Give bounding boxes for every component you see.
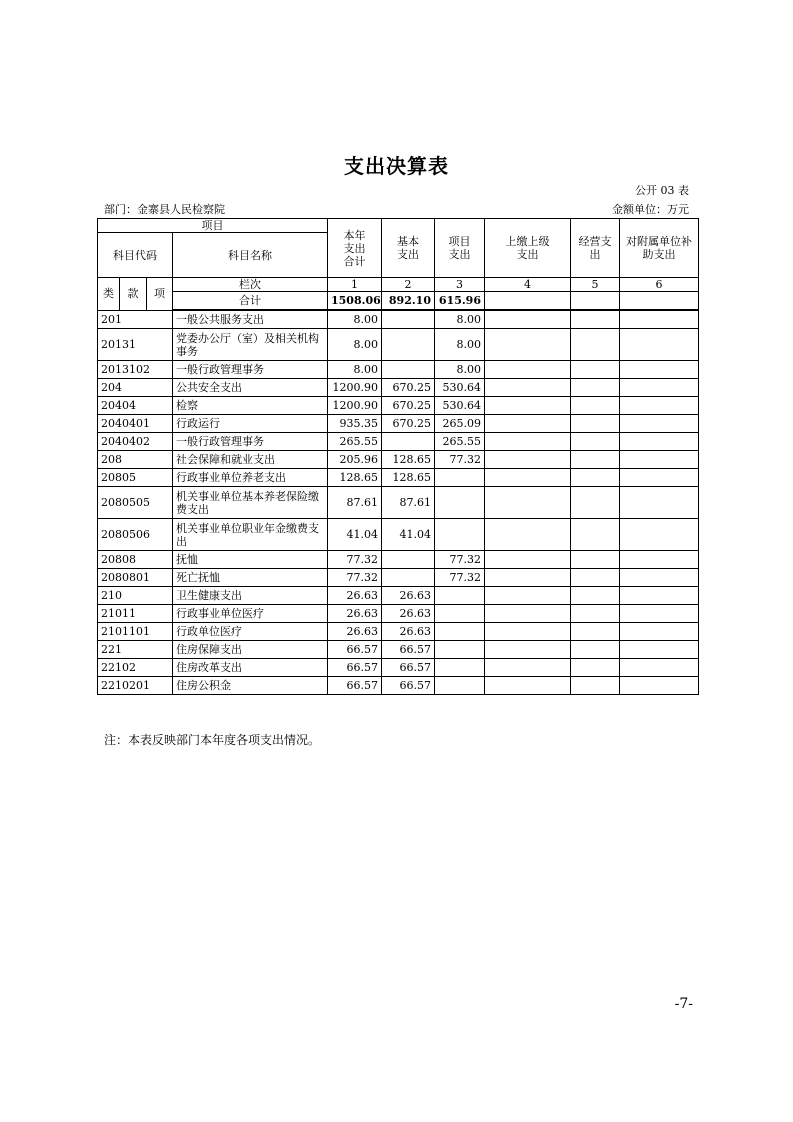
- total-project: 615.96: [435, 292, 485, 311]
- row-basic: [382, 310, 435, 329]
- row-business: [571, 519, 620, 551]
- row-name: 抚恤: [173, 551, 328, 569]
- header-name: 科目名称: [173, 233, 328, 278]
- footnote: 注：本表反映部门本年度各项支出情况。: [104, 733, 321, 747]
- row-business: [571, 641, 620, 659]
- row-subsidy: [620, 569, 699, 587]
- row-code: 210: [98, 587, 173, 605]
- row-subsidy: [620, 415, 699, 433]
- row-basic: 87.61: [382, 487, 435, 519]
- row-business: [571, 569, 620, 587]
- row-total: 935.35: [328, 415, 382, 433]
- header-business: 经营支 出: [571, 219, 620, 278]
- row-total: 8.00: [328, 329, 382, 361]
- total-upper: [485, 292, 571, 311]
- row-basic: 26.63: [382, 605, 435, 623]
- row-business: [571, 415, 620, 433]
- row-basic: 128.65: [382, 469, 435, 487]
- row-upper: [485, 487, 571, 519]
- total-basic: 892.10: [382, 292, 435, 311]
- row-upper: [485, 329, 571, 361]
- row-name: 死亡抚恤: [173, 569, 328, 587]
- row-name: 卫生健康支出: [173, 587, 328, 605]
- header-total-year: 本年 支出 合计: [328, 219, 382, 278]
- row-subsidy: [620, 397, 699, 415]
- row-business: [571, 310, 620, 329]
- row-project: [435, 623, 485, 641]
- row-code: 2101101: [98, 623, 173, 641]
- col-index-1: 1: [328, 278, 382, 292]
- table-row: [98, 487, 699, 519]
- row-name: 行政运行: [173, 415, 328, 433]
- row-subsidy: [620, 310, 699, 329]
- row-upper: [485, 569, 571, 587]
- row-upper: [485, 623, 571, 641]
- row-total: 77.32: [328, 569, 382, 587]
- header-subsidy: 对附属单位补 助支出: [620, 219, 699, 278]
- row-code: 2210201: [98, 677, 173, 695]
- row-basic: 66.57: [382, 659, 435, 677]
- row-project: [435, 641, 485, 659]
- table-row: [98, 587, 699, 605]
- row-subsidy: [620, 329, 699, 361]
- header-xiang: 项: [147, 278, 173, 311]
- table-body: [98, 310, 699, 695]
- row-upper: [485, 451, 571, 469]
- row-business: [571, 329, 620, 361]
- table-row: [98, 569, 699, 587]
- row-business: [571, 379, 620, 397]
- row-upper: [485, 379, 571, 397]
- col-index-5: 5: [571, 278, 620, 292]
- row-subsidy: [620, 587, 699, 605]
- row-project: 8.00: [435, 329, 485, 361]
- table-row: [98, 415, 699, 433]
- table-row: [98, 551, 699, 569]
- row-project: 265.09: [435, 415, 485, 433]
- total-row: [98, 292, 699, 311]
- row-name: 住房改革支出: [173, 659, 328, 677]
- row-basic: 26.63: [382, 587, 435, 605]
- row-subsidy: [620, 677, 699, 695]
- form-number: 公开 03 表: [635, 184, 689, 197]
- row-total: 26.63: [328, 587, 382, 605]
- row-upper: [485, 397, 571, 415]
- row-name: 行政事业单位医疗: [173, 605, 328, 623]
- row-basic: 128.65: [382, 451, 435, 469]
- row-subsidy: [620, 361, 699, 379]
- row-project: 530.64: [435, 379, 485, 397]
- table-row: [98, 379, 699, 397]
- row-basic: [382, 361, 435, 379]
- row-total: 1200.90: [328, 379, 382, 397]
- header-kuan: 款: [120, 278, 147, 311]
- row-project: 530.64: [435, 397, 485, 415]
- table-row: [98, 519, 699, 551]
- row-subsidy: [620, 469, 699, 487]
- row-name: 行政单位医疗: [173, 623, 328, 641]
- row-project: [435, 659, 485, 677]
- row-upper: [485, 310, 571, 329]
- row-subsidy: [620, 551, 699, 569]
- row-project: [435, 519, 485, 551]
- row-total: 8.00: [328, 310, 382, 329]
- row-total: 41.04: [328, 519, 382, 551]
- header-code: 科目代码: [98, 233, 173, 278]
- row-project: 265.55: [435, 433, 485, 451]
- row-code: 20131: [98, 329, 173, 361]
- total-business: [571, 292, 620, 311]
- row-code: 204: [98, 379, 173, 397]
- row-upper: [485, 433, 571, 451]
- row-business: [571, 587, 620, 605]
- table-row: [98, 310, 699, 329]
- row-total: 66.57: [328, 641, 382, 659]
- row-business: [571, 605, 620, 623]
- row-subsidy: [620, 451, 699, 469]
- table-row: [98, 451, 699, 469]
- row-project: 77.32: [435, 569, 485, 587]
- table-row: [98, 641, 699, 659]
- row-code: 22102: [98, 659, 173, 677]
- row-total: 26.63: [328, 623, 382, 641]
- header-upper: 上缴上级 支出: [485, 219, 571, 278]
- row-total: 66.57: [328, 659, 382, 677]
- row-name: 住房公积金: [173, 677, 328, 695]
- row-project: [435, 677, 485, 695]
- header-lei: 类: [98, 278, 120, 311]
- table-row: [98, 329, 699, 361]
- row-upper: [485, 469, 571, 487]
- row-name: 一般行政管理事务: [173, 361, 328, 379]
- table-row: [98, 659, 699, 677]
- row-upper: [485, 659, 571, 677]
- row-subsidy: [620, 487, 699, 519]
- row-upper: [485, 641, 571, 659]
- header-basic: 基本 支出: [382, 219, 435, 278]
- total-label: 合计: [173, 292, 328, 311]
- table-row: [98, 397, 699, 415]
- row-business: [571, 623, 620, 641]
- row-total: 1200.90: [328, 397, 382, 415]
- row-business: [571, 361, 620, 379]
- row-basic: 26.63: [382, 623, 435, 641]
- row-basic: [382, 433, 435, 451]
- row-name: 机关事业单位基本养老保险缴费支出: [173, 487, 328, 519]
- row-name: 公共安全支出: [173, 379, 328, 397]
- row-basic: 66.57: [382, 677, 435, 695]
- row-name: 机关事业单位职业年金缴费支出: [173, 519, 328, 551]
- row-project: 8.00: [435, 310, 485, 329]
- row-total: 8.00: [328, 361, 382, 379]
- header-project: 项目: [98, 219, 328, 233]
- row-code: 21011: [98, 605, 173, 623]
- row-upper: [485, 519, 571, 551]
- row-project: [435, 469, 485, 487]
- header-lanci: 栏次: [173, 278, 328, 292]
- row-total: 87.61: [328, 487, 382, 519]
- row-business: [571, 677, 620, 695]
- page-number: -7-: [674, 996, 693, 1012]
- row-subsidy: [620, 433, 699, 451]
- row-name: 检察: [173, 397, 328, 415]
- total-subsidy: [620, 292, 699, 311]
- row-code: 2080801: [98, 569, 173, 587]
- row-project: 77.32: [435, 451, 485, 469]
- row-basic: [382, 569, 435, 587]
- row-basic: 66.57: [382, 641, 435, 659]
- row-subsidy: [620, 641, 699, 659]
- row-upper: [485, 415, 571, 433]
- row-code: 2040402: [98, 433, 173, 451]
- row-business: [571, 433, 620, 451]
- row-basic: 670.25: [382, 397, 435, 415]
- expenditure-table: [97, 218, 699, 695]
- row-code: 2080506: [98, 519, 173, 551]
- row-name: 社会保障和就业支出: [173, 451, 328, 469]
- row-subsidy: [620, 519, 699, 551]
- table-row: [98, 433, 699, 451]
- row-subsidy: [620, 623, 699, 641]
- row-business: [571, 469, 620, 487]
- row-project: [435, 487, 485, 519]
- col-index-6: 6: [620, 278, 699, 292]
- table-row: [98, 605, 699, 623]
- row-subsidy: [620, 379, 699, 397]
- row-name: 一般行政管理事务: [173, 433, 328, 451]
- row-code: 201: [98, 310, 173, 329]
- row-basic: 41.04: [382, 519, 435, 551]
- header-project-exp: 项目 支出: [435, 219, 485, 278]
- row-business: [571, 451, 620, 469]
- row-total: 205.96: [328, 451, 382, 469]
- row-project: [435, 605, 485, 623]
- row-subsidy: [620, 605, 699, 623]
- col-index-3: 3: [435, 278, 485, 292]
- table-row: [98, 469, 699, 487]
- row-code: 20808: [98, 551, 173, 569]
- row-basic: 670.25: [382, 415, 435, 433]
- table-row: [98, 677, 699, 695]
- row-basic: [382, 329, 435, 361]
- page-title: 支出决算表: [344, 154, 449, 178]
- row-project: [435, 587, 485, 605]
- row-total: 128.65: [328, 469, 382, 487]
- unit-label: 金额单位：万元: [612, 203, 689, 216]
- row-code: 2040401: [98, 415, 173, 433]
- row-total: 26.63: [328, 605, 382, 623]
- row-basic: 670.25: [382, 379, 435, 397]
- row-business: [571, 551, 620, 569]
- row-subsidy: [620, 659, 699, 677]
- col-index-2: 2: [382, 278, 435, 292]
- row-name: 党委办公厅（室）及相关机构事务: [173, 329, 328, 361]
- row-total: 66.57: [328, 677, 382, 695]
- row-total: 77.32: [328, 551, 382, 569]
- row-upper: [485, 551, 571, 569]
- row-project: 77.32: [435, 551, 485, 569]
- total-sum: 1508.06: [328, 292, 382, 311]
- row-code: 2080505: [98, 487, 173, 519]
- row-business: [571, 487, 620, 519]
- row-business: [571, 397, 620, 415]
- row-upper: [485, 361, 571, 379]
- table-row: [98, 623, 699, 641]
- row-code: 221: [98, 641, 173, 659]
- row-project: 8.00: [435, 361, 485, 379]
- row-total: 265.55: [328, 433, 382, 451]
- row-name: 住房保障支出: [173, 641, 328, 659]
- row-code: 2013102: [98, 361, 173, 379]
- row-business: [571, 659, 620, 677]
- row-code: 20805: [98, 469, 173, 487]
- row-upper: [485, 587, 571, 605]
- row-upper: [485, 605, 571, 623]
- row-code: 208: [98, 451, 173, 469]
- row-code: 20404: [98, 397, 173, 415]
- row-basic: [382, 551, 435, 569]
- col-index-4: 4: [485, 278, 571, 292]
- row-upper: [485, 677, 571, 695]
- department-label: 部门：金寨县人民检察院: [104, 203, 225, 216]
- table-row: [98, 361, 699, 379]
- row-name: 行政事业单位养老支出: [173, 469, 328, 487]
- row-name: 一般公共服务支出: [173, 310, 328, 329]
